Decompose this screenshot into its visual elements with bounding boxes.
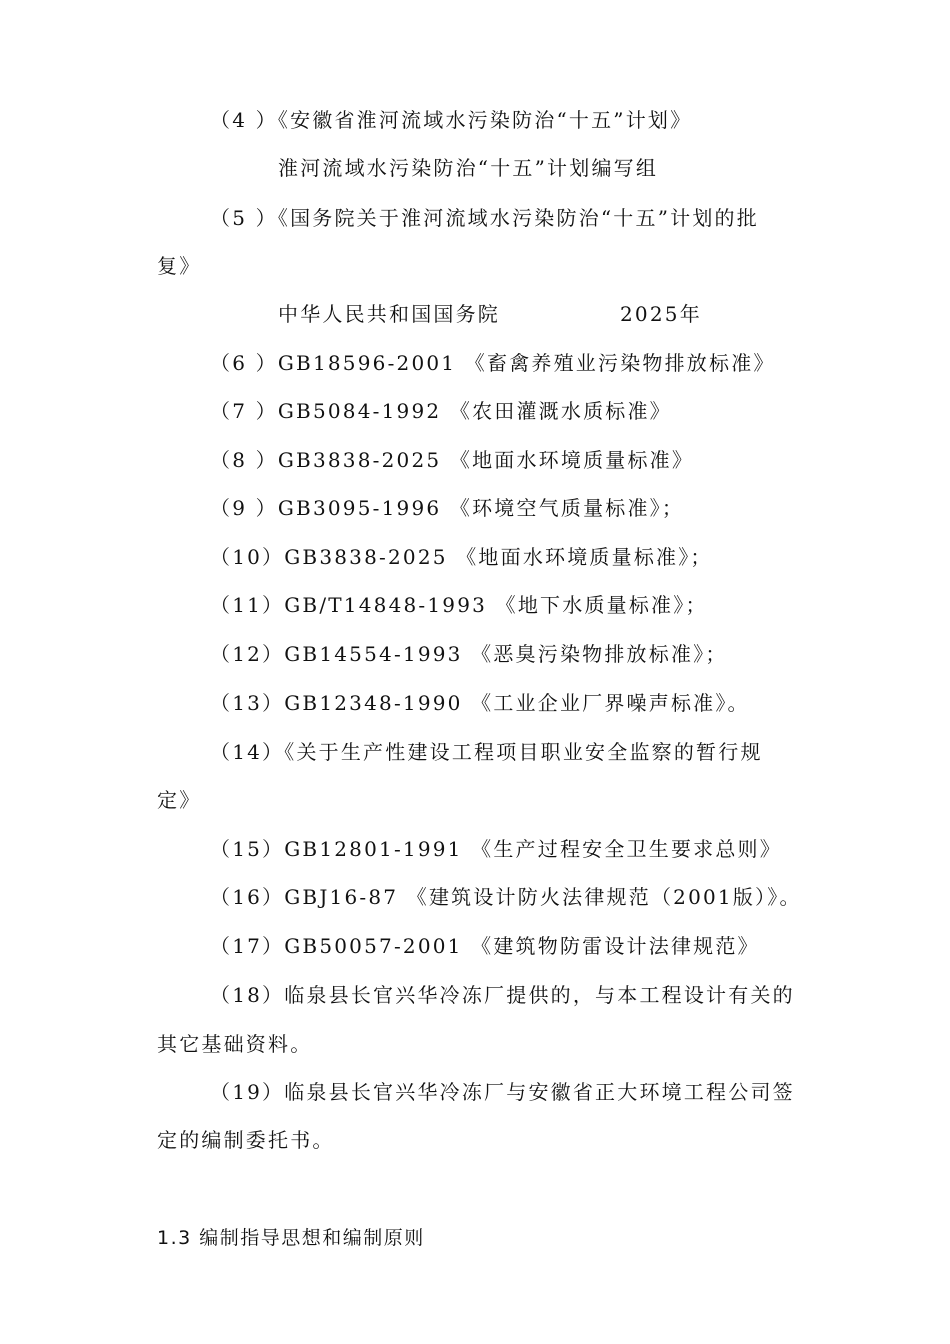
reference-5-year: 2025年	[620, 302, 702, 326]
reference-5-line1: （5 ）《国务院关于淮河流域水污染防治“十五”计划的批	[210, 206, 759, 230]
reference-16: （16）GBJ16-87 《建筑设计防火法律规范（2001版）》。	[210, 885, 802, 909]
reference-14-line2: 定》	[157, 788, 202, 812]
reference-15: （15）GB12801-1991 《生产过程安全卫生要求总则》	[210, 837, 782, 861]
reference-7: （7 ）GB5084-1992 《农田灌溉水质标准》	[210, 399, 672, 423]
reference-9: （9 ）GB3095-1996 《环境空气质量标准》；	[210, 496, 685, 520]
reference-18-line1: （18）临泉县长官兴华冷冻厂提供的，与本工程设计有关的	[210, 983, 795, 1007]
reference-4: （4 ）《安徽省淮河流域水污染防治“十五”计划》	[210, 108, 693, 132]
reference-12: （12）GB14554-1993 《恶臭污染物排放标准》；	[210, 642, 728, 666]
reference-4-author: 淮河流域水污染防治“十五”计划编写组	[278, 156, 659, 180]
reference-11: （11）GB/T14848-1993 《地下水质量标准》；	[210, 593, 708, 617]
reference-8: （8 ）GB3838-2025 《地面水环境质量标准》	[210, 448, 695, 472]
reference-5-line2: 复》	[157, 254, 202, 278]
reference-6: （6 ）GB18596-2001 《畜禽养殖业污染物排放标准》	[210, 351, 776, 375]
reference-13: （13）GB12348-1990 《工业企业厂界噪声标准》。	[210, 691, 750, 715]
reference-10: （10）GB3838-2025 《地面水环境质量标准》；	[210, 545, 713, 569]
section-heading: 1.3 编制指导思想和编制原则	[157, 1227, 425, 1249]
reference-5-author: 中华人民共和国国务院	[278, 302, 500, 326]
reference-17: （17）GB50057-2001 《建筑物防雷设计法律规范》	[210, 934, 760, 958]
reference-14-line1: （14）《关于生产性建设工程项目职业安全监察的暂行规	[210, 740, 763, 764]
reference-18-line2: 其它基础资料。	[157, 1032, 313, 1056]
reference-19-line2: 定的编制委托书。	[157, 1128, 335, 1152]
reference-5-author-line	[278, 301, 798, 327]
reference-19-line1: （19）临泉县长官兴华冷冻厂与安徽省正大环境工程公司签	[210, 1080, 795, 1104]
